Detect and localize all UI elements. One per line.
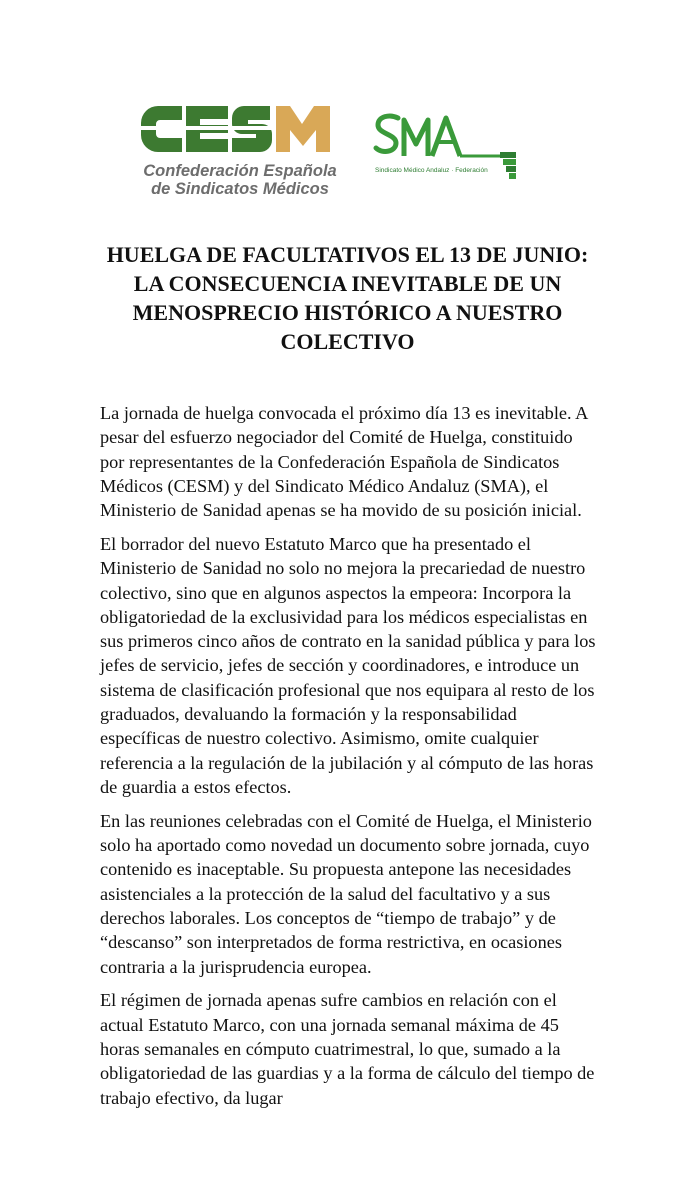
sma-logo xyxy=(372,110,522,185)
cesm-logo xyxy=(138,100,338,200)
paragraph: El borrador del nuevo Estatuto Marco que ha presentado el Ministerio de Sanidad no solo no mejora la precariedad de nuestro colectivo, sino que en algunos aspectos la empeora: Incorpora la obligatoriedad de la exclusividad para los médicos especialistas en sus primeros cinco años de contrato en la sanidad pública y para los jefes de servicio, jefes de sección y coordinadores, e introduce un sistema de clasificación profesional que nos equipara al resto de los graduados, devaluando la formación y la responsabilidad específicas de nuestro colectivo. Asimismo, omite cualquier referencia a la regulación de la jubilación y al cómputo de las horas de guardia a estos efectos. xyxy=(100,533,596,797)
paragraph: En las reuniones celebradas con el Comité de Huelga, el Ministerio solo ha aportado como novedad un documento sobre jornada, cuyo contenido es inaceptable. Su propuesta antepone las necesidades asistenciales a la protección de la salud del facultativo y a sus derechos laborales. Los conceptos de “tiempo de trabajo” y de “descanso” son interpretados de forma restrictiva, en ocasiones contraria a la jurisprudencia europea. xyxy=(100,810,592,977)
document-title: HUELGA DE FACULTATIVOS EL 13 DE JUNIO: LA CONSECUENCIA INEVITABLE DE UN MENOSPRECIO HISTÓRICO A NUESTRO COLECTIVO xyxy=(106,242,589,354)
cesm-subtitle-line1: Confederación Española xyxy=(143,162,337,180)
cesm-subtitle-line2: de Sindicatos Médicos xyxy=(151,180,329,198)
paragraph: El régimen de jornada apenas sufre cambios en relación con el actual Estatuto Marco, con una jornada semanal máxima de 45 horas semanales en cómputo cuatrimestral, lo que, sumado a la obligatoriedad de las guardias y a la forma de cálculo del tiempo de trabajo efectivo, da lugar xyxy=(100,990,595,1108)
paragraph: La jornada de huelga convocada el próximo día 13 es inevitable. A pesar del esfuerzo negociador del Comité de Huelga, constituido por representantes de la Confederación Española de Sindicatos Médicos (CESM) y del Sindicato Médico Andaluz (SMA), el Ministerio de Sanidad apenas se ha movido de su posición inicial. xyxy=(100,403,588,521)
document-body xyxy=(100,401,600,1119)
header-logos xyxy=(0,0,695,220)
cesm-logo-mark xyxy=(138,100,333,158)
sma-subtitle: Sindicato Médico Andaluz · Federación xyxy=(375,167,488,174)
